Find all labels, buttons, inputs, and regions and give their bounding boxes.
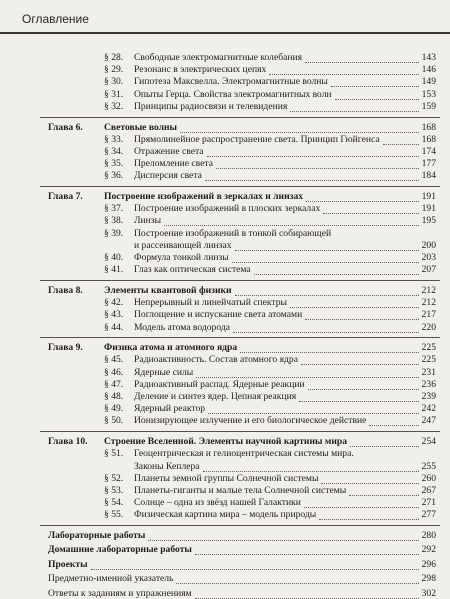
paragraph-number: § 53.: [104, 484, 124, 496]
dot-leader: [235, 294, 419, 296]
paragraph-number: § 39.: [104, 227, 124, 239]
dot-leader: [335, 98, 419, 100]
paragraph-number: § 52.: [104, 472, 124, 484]
appendix-entry[interactable]: [0, 530, 450, 541]
entry-title: Построение изображений в плоских зеркалах: [134, 203, 321, 215]
paragraph-number: § 41.: [104, 264, 124, 276]
page-title: Оглавление: [22, 12, 89, 26]
page-number: 247: [421, 415, 436, 427]
entry-title: Опыты Герца. Свойства электромагнитных волн: [134, 88, 332, 100]
page-number: 146: [421, 64, 436, 76]
dot-leader: [319, 518, 418, 520]
toc-entry[interactable]: [0, 415, 450, 426]
paragraph-number: § 46.: [104, 366, 124, 378]
page-number: 220: [421, 321, 436, 333]
paragraph-number: § 30.: [104, 76, 124, 88]
dot-leader: [233, 331, 419, 333]
dot-leader: [254, 273, 419, 275]
dot-leader: [305, 318, 418, 320]
toc-entry[interactable]: [0, 215, 450, 226]
page-number: 153: [421, 88, 436, 100]
paragraph-number: § 44.: [104, 321, 124, 333]
section-divider: [40, 186, 440, 187]
toc-entry[interactable]: [0, 170, 450, 181]
chapter-label: Глава 10.: [48, 436, 88, 448]
toc-entry[interactable]: [0, 391, 450, 402]
dot-leader: [216, 167, 419, 169]
toc-entry[interactable]: [0, 509, 450, 520]
page-number: 280: [421, 530, 436, 541]
page-number: 225: [421, 354, 436, 366]
entry-title: Дисперсия света: [134, 170, 202, 182]
dot-leader: [196, 376, 418, 378]
page-number: 184: [421, 170, 436, 182]
dot-leader: [299, 400, 418, 402]
dot-leader: [203, 470, 419, 472]
entry-title: Свободные электромагнитные колебания: [134, 52, 303, 63]
paragraph-number: § 35.: [104, 158, 124, 170]
appendix-entry[interactable]: [0, 573, 450, 584]
section-divider: [40, 525, 440, 526]
entry-title: Преломление света: [134, 158, 213, 170]
entry-title: Построение изображений в тонкой собирающей: [134, 227, 332, 239]
entry-title: Непрерывный и линейчатый спектры: [134, 297, 287, 309]
page-number: 200: [421, 239, 436, 251]
toc-entry[interactable]: [0, 461, 450, 472]
toc-entry[interactable]: [0, 252, 450, 263]
dot-leader: [301, 363, 419, 365]
chapter-row[interactable]: [0, 342, 450, 353]
entry-title: Ядерный реактор: [134, 403, 206, 415]
section-divider: [40, 280, 440, 281]
toc-entry[interactable]: [0, 403, 450, 414]
dot-leader: [323, 212, 418, 214]
appendix-title: Лабораторные работы: [48, 530, 146, 541]
entry-title: Физическая картина мира – модель природы: [134, 509, 317, 521]
chapter-label: Глава 9.: [48, 342, 83, 354]
toc-entry[interactable]: [0, 448, 450, 459]
toc-entry[interactable]: [0, 322, 450, 333]
page-number: 149: [421, 76, 436, 88]
dot-leader: [148, 539, 418, 541]
paragraph-number: § 33.: [104, 133, 124, 145]
paragraph-number: § 38.: [104, 215, 124, 227]
chapter-title: Физика атома и атомного ядра: [104, 342, 238, 354]
dot-leader: [180, 131, 419, 133]
dot-leader: [304, 506, 419, 508]
dot-leader: [305, 61, 419, 63]
appendix-title: Домашние лабораторные работы: [48, 544, 192, 556]
page-number: 271: [421, 497, 436, 509]
entry-title: Планеты земной группы Солнечной системы: [134, 472, 319, 484]
appendix-title: Проекты: [48, 558, 88, 570]
dot-leader: [306, 200, 419, 202]
paragraph-number: § 50.: [104, 415, 124, 427]
toc-entry[interactable]: [0, 497, 450, 508]
dot-leader: [240, 351, 418, 353]
toc-entry[interactable]: [0, 485, 450, 496]
page-number: 177: [421, 158, 436, 170]
entry-title: Прямолинейное распространение света. Принцип Гюйгенса: [134, 133, 380, 145]
entry-title: Линзы: [134, 215, 162, 227]
dot-leader: [91, 568, 419, 570]
toc-entry[interactable]: [0, 379, 450, 390]
paragraph-number: § 48.: [104, 391, 124, 402]
toc-entry[interactable]: [0, 146, 450, 157]
dot-leader: [321, 482, 418, 484]
entry-title: Ионизирующее излучение и его биологическое действие: [134, 415, 367, 427]
chapter-title: Построение изображений в зеркалах и линзах: [104, 191, 304, 202]
paragraph-number: § 51.: [104, 448, 124, 460]
entry-title: Солнце – одна из звёзд нашей Галактики: [134, 497, 301, 509]
dot-leader: [349, 494, 418, 496]
page-number: 225: [421, 342, 436, 354]
paragraph-number: § 42.: [104, 297, 124, 309]
entry-title: Радиоактивный распад. Ядерные реакции: [134, 378, 305, 390]
page-number: 143: [421, 52, 436, 63]
page-number: 255: [421, 460, 436, 472]
paragraph-number: § 28.: [104, 52, 124, 63]
section-divider: [40, 117, 440, 118]
paragraph-number: § 47.: [104, 378, 124, 390]
page-number: 267: [421, 484, 436, 496]
paragraph-number: § 55.: [104, 509, 124, 521]
page-number: 231: [421, 366, 436, 378]
dot-leader: [308, 388, 419, 390]
entry-title: Принципы радиосвязи и телевидения: [134, 100, 288, 112]
page-number: 292: [421, 544, 436, 556]
appendix-entry[interactable]: [0, 588, 450, 599]
toc-entry[interactable]: [0, 473, 450, 484]
toc-entry[interactable]: [0, 52, 450, 63]
page-number: 203: [421, 252, 436, 263]
dot-leader: [331, 85, 419, 87]
toc-entry[interactable]: [0, 134, 450, 145]
paragraph-number: § 40.: [104, 252, 124, 263]
dot-leader: [164, 224, 419, 226]
chapter-title: Строение Вселенной. Элементы научной картины мира: [104, 436, 348, 448]
dot-leader: [176, 582, 418, 584]
entry-title: Глаз как оптическая система: [134, 264, 251, 276]
chapter-title: Световые волны: [104, 121, 178, 133]
chapter-title: Элементы квантовой физики: [104, 284, 232, 296]
paragraph-number: § 36.: [104, 170, 124, 182]
page-number: 277: [421, 509, 436, 521]
page-number: 242: [421, 403, 436, 415]
dot-leader: [235, 249, 419, 251]
page-number: 260: [421, 472, 436, 484]
toc-entry[interactable]: [0, 240, 450, 251]
entry-title: Модель атома водорода: [134, 321, 230, 333]
paragraph-number: § 31.: [104, 88, 124, 100]
dot-leader: [207, 155, 419, 157]
toc-entry[interactable]: [0, 354, 450, 365]
dot-leader: [290, 110, 418, 112]
chapter-row[interactable]: [0, 191, 450, 202]
section-divider: [40, 431, 440, 432]
paragraph-number: § 34.: [104, 145, 124, 157]
entry-title: Планеты-гиганты и малые тела Солнечной системы: [134, 484, 347, 496]
dot-leader: [195, 553, 419, 555]
paragraph-number: § 37.: [104, 203, 124, 215]
page-number: 296: [421, 558, 436, 570]
dot-leader: [369, 424, 418, 426]
page-number: 207: [421, 264, 436, 276]
toc-entry[interactable]: [0, 158, 450, 169]
entry-title: Геоцентрическая и гелиоцентрическая системы мира.: [134, 448, 354, 460]
toc-entry[interactable]: [0, 264, 450, 275]
page-number: 254: [421, 436, 436, 448]
toc-entry[interactable]: [0, 367, 450, 378]
dot-leader: [208, 412, 419, 414]
page-number: 236: [421, 378, 436, 390]
chapter-label: Глава 8.: [48, 284, 83, 296]
page-number: 298: [421, 573, 436, 585]
dot-leader: [350, 445, 419, 447]
entry-title: Гипотеза Максвелла. Электромагнитные волны: [134, 76, 328, 88]
paragraph-number: § 43.: [104, 309, 124, 321]
page-number: 159: [421, 100, 436, 112]
paragraph-number: § 29.: [104, 64, 124, 76]
toc-entry[interactable]: [0, 89, 450, 100]
toc-entry[interactable]: [0, 203, 450, 214]
paragraph-number: § 45.: [104, 354, 124, 366]
page-number: 168: [421, 121, 436, 133]
appendix-title: Предметно-именной указатель: [48, 573, 174, 585]
entry-title: Резонанс в электрических цепях: [134, 64, 267, 76]
appendix-entry[interactable]: [0, 544, 450, 555]
chapter-row[interactable]: [0, 122, 450, 133]
entry-title: Формула тонкой линзы: [134, 252, 229, 263]
paragraph-number: § 54.: [104, 497, 124, 509]
entry-title: Поглощение и испускание света атомами: [134, 309, 303, 321]
entry-title: Деление и синтез ядер. Цепная реакция: [134, 391, 297, 402]
chapter-label: Глава 7.: [48, 191, 83, 202]
paragraph-number: § 32.: [104, 100, 124, 112]
appendix-entry[interactable]: [0, 559, 450, 570]
toc-entry[interactable]: [0, 297, 450, 308]
toc-entry[interactable]: [0, 309, 450, 320]
chapter-row[interactable]: [0, 436, 450, 447]
page-number: 195: [421, 215, 436, 227]
dot-leader: [232, 261, 419, 263]
entry-title: Отражение света: [134, 145, 204, 157]
toc-entry[interactable]: [0, 64, 450, 75]
page-number: 174: [421, 145, 436, 157]
dot-leader: [269, 73, 418, 75]
dot-leader: [383, 143, 419, 145]
page-number: 212: [421, 297, 436, 309]
entry-title: и рассеивающей линзах: [134, 239, 232, 251]
dot-leader: [290, 306, 419, 308]
appendix-title: Ответы к заданиям и упражнениям: [48, 587, 192, 599]
page-number: 212: [421, 284, 436, 296]
entry-title: Радиоактивность. Состав атомного ядра: [134, 354, 298, 366]
toc-entry[interactable]: [0, 228, 450, 239]
entry-title: Ядерные силы: [134, 366, 194, 378]
dot-leader: [205, 179, 419, 181]
page-number: 168: [421, 133, 436, 145]
toc-entry[interactable]: [0, 101, 450, 112]
chapter-row[interactable]: [0, 285, 450, 296]
chapter-label: Глава 6.: [48, 121, 83, 133]
page-number: 191: [421, 191, 436, 202]
section-divider: [40, 337, 440, 338]
entry-title: Законы Кеплера: [134, 460, 200, 472]
paragraph-number: § 49.: [104, 403, 124, 415]
page-number: 302: [421, 587, 436, 599]
page-number: 191: [421, 203, 436, 215]
page-number: 217: [421, 309, 436, 321]
page-number: 239: [421, 391, 436, 402]
toc-entry[interactable]: [0, 76, 450, 87]
dot-leader: [195, 597, 419, 599]
